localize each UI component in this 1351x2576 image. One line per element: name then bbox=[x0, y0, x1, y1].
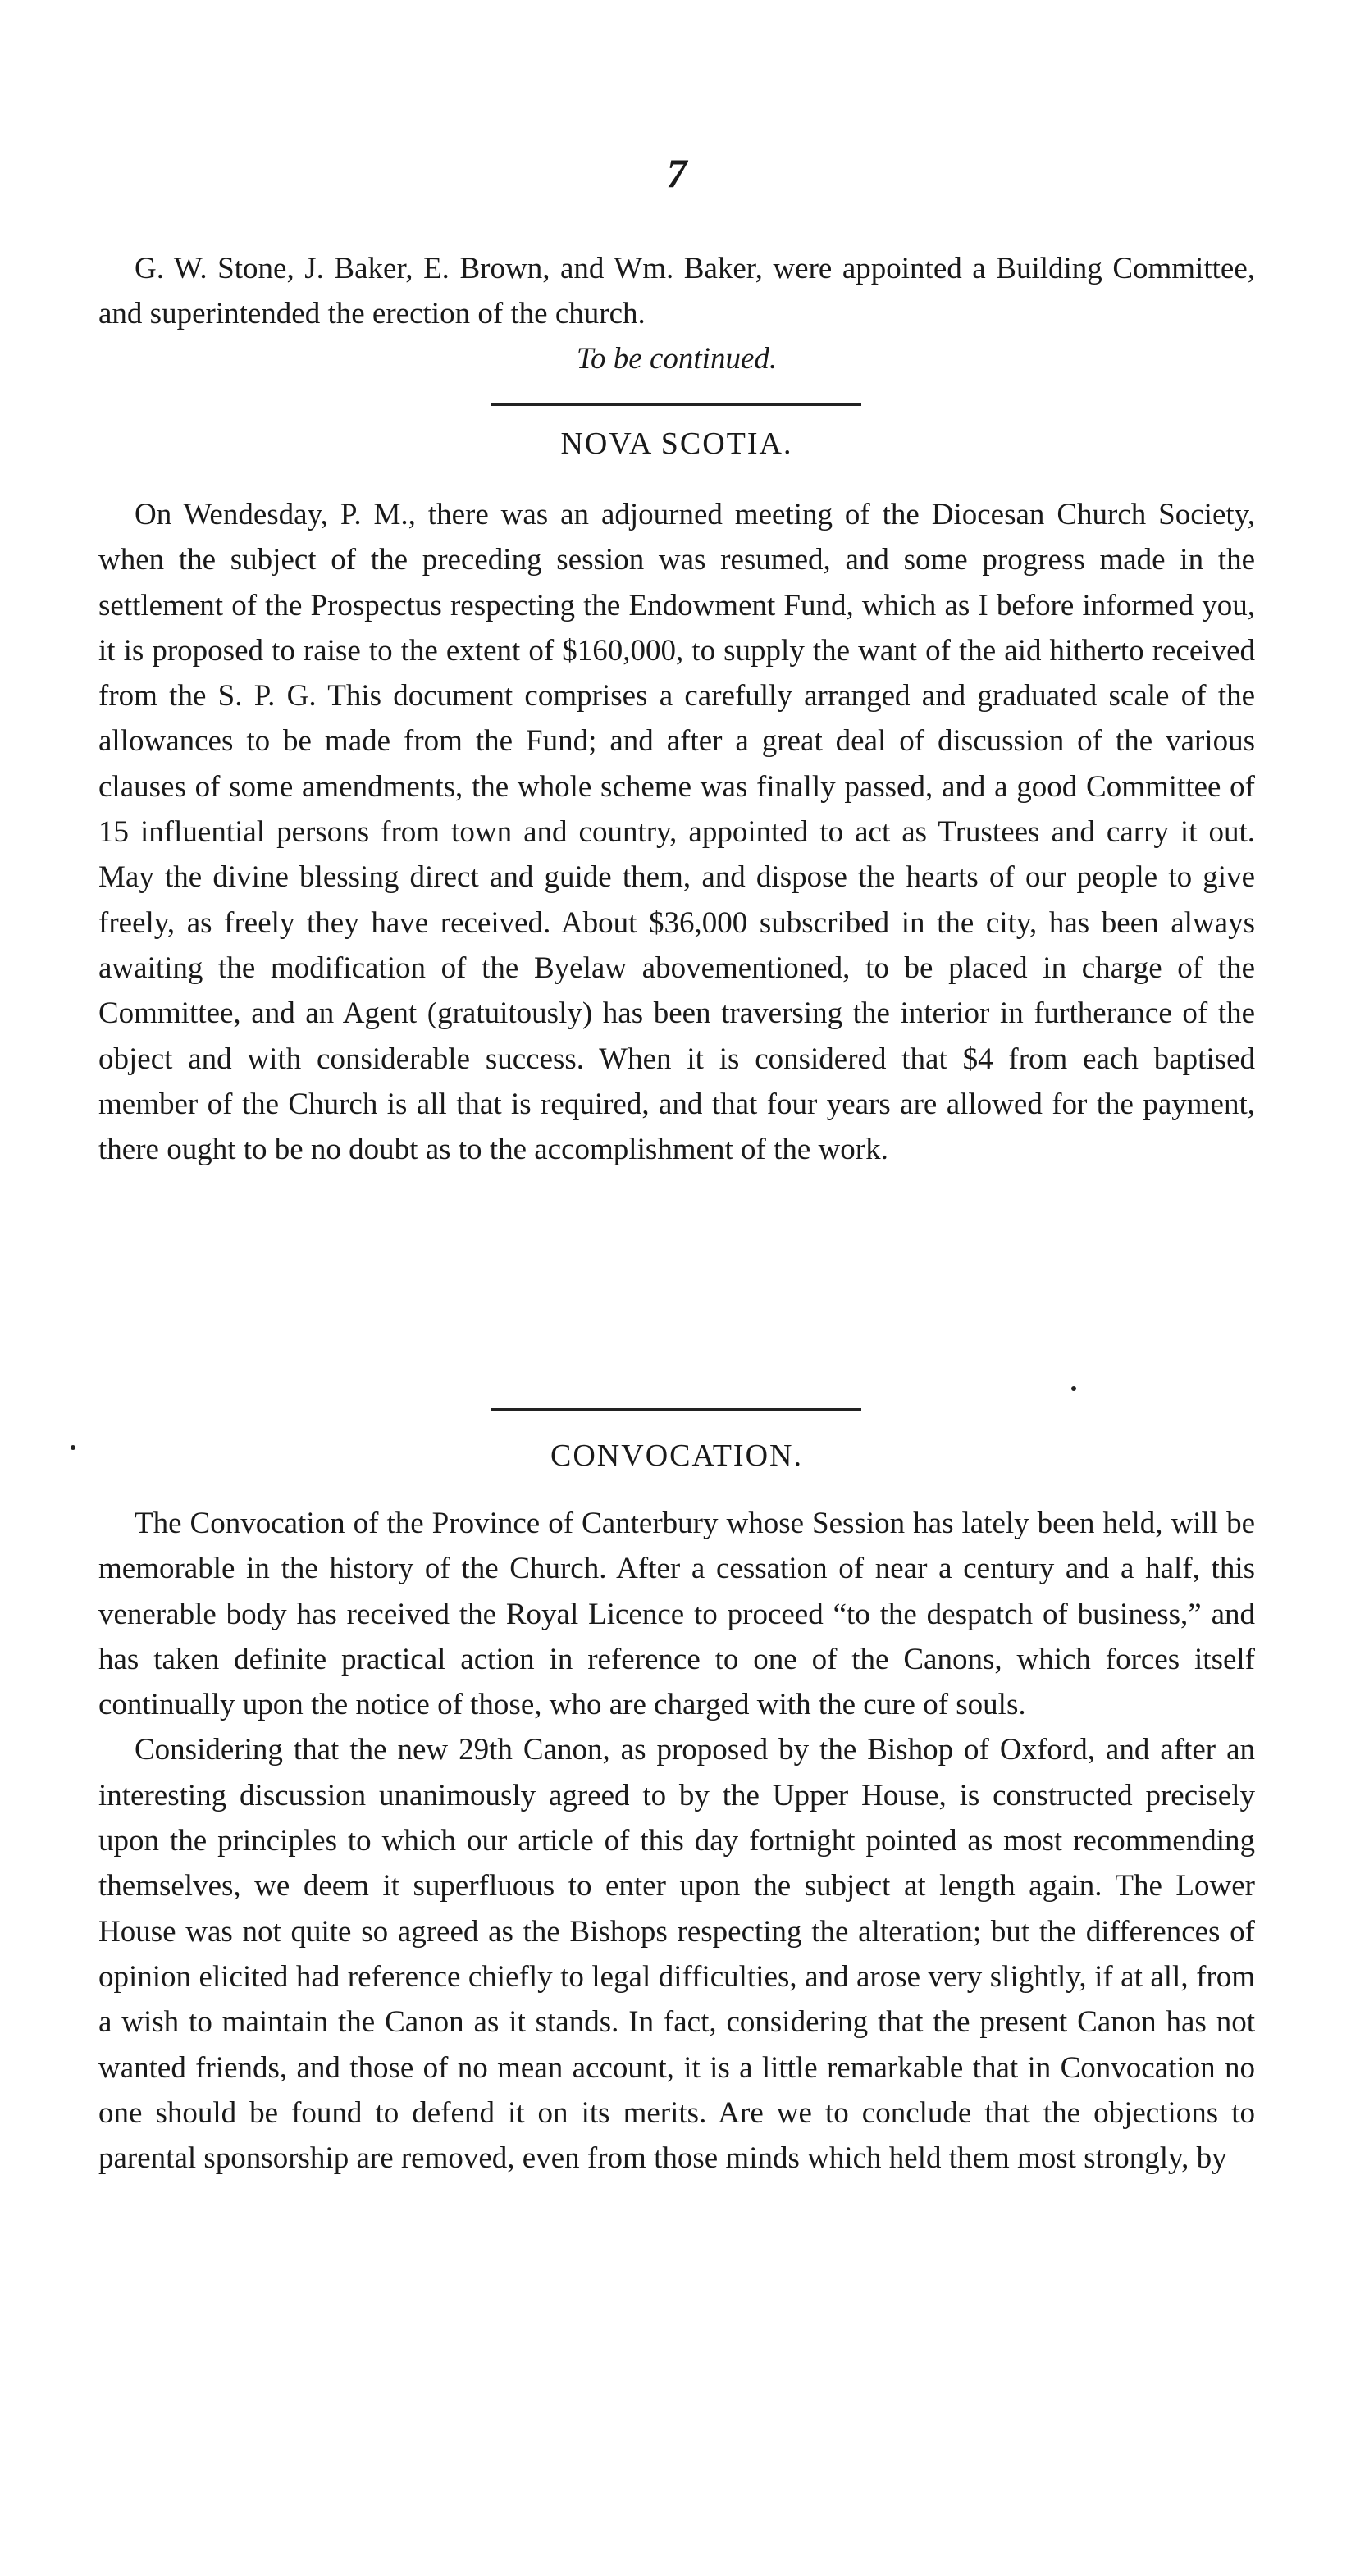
convocation-paragraph: Considering that the new 29th Canon, as proposed by the Bishop of Oxford, and after an interesting discussion unanimously agreed to by the Upper House, is constructed precisely upon the principles to which our article of this day fortnight pointed as most recommending themselves, we deem it superfluous to enter upon the subject at length again. The Lower House was not quite so agreed as the Bishops respecting the alteration; but the differences of opinion elicited had reference chiefly to legal difficulties, and arose very slightly, if at all, from a wish to maintain the Canon as it stands. In fact, considering that the present Canon has not wanted friends, and those of no mean account, it is a little remarkable that in Convocation no one should be found to defend it on its merits. Are we to conclude that the objections to parental sponsorship are removed, even from those minds which held them most strongly, by bbox=[98, 1733, 1255, 2176]
to-be-continued-note: To be continued. bbox=[576, 342, 778, 376]
convocation-section bbox=[98, 1501, 1255, 2181]
document-page bbox=[98, 0, 1255, 2576]
nova-scotia-paragraph: On Wendesday, P. M., there was an adjourned meeting of the Diocesan Church Society, when the subject of the preceding session was resumed, and some progress made in the settlement of the Prospectus respecting the Endowment Fund, which as I before informed you, it is proposed to raise to the extent of $160,000, to supply the want of the aid hitherto received from the S. P. G. This document comprises a carefully arranged and graduated scale of the allowances to be made from the Fund; and after a great deal of discussion of the various clauses of some amendments, the whole scheme was finally passed, and a good Committee of 15 influential persons from town and country, appointed to act as Trustees and carry it out. May the divine blessing direct and guide them, and dispose the hearts of our people to give freely, as freely they have received. About $36,000 subscribed in the city, has been always awaiting the modification of the Byelaw abovementioned, to be placed in charge of the Committee, and an Agent (gratuitously) has been traversing the interior in furtherance of the object and with considerable success. When it is considered that $4 from each baptised member of the Church is all that is required, and that four years are allowed for the payment, there ought to be no doubt as to the accomplishment of the work. bbox=[98, 498, 1255, 1167]
section-heading-nova-scotia: NOVA SCOTIA. bbox=[560, 426, 793, 461]
section-divider bbox=[491, 403, 861, 406]
page-number: 7 bbox=[666, 150, 687, 196]
intro-paragraph: G. W. Stone, J. Baker, E. Brown, and Wm. Baker, were appointed a Building Committee, and superintended the erection of the church. bbox=[98, 252, 1255, 331]
print-speck bbox=[71, 1445, 75, 1450]
intro-paragraph-block bbox=[98, 246, 1255, 337]
section-heading-convocation: CONVOCATION. bbox=[550, 1438, 803, 1473]
convocation-paragraph: The Convocation of the Province of Canterbury whose Session has lately been held, will be memorable in the history of the Church. After a cessation of near a century and a half, this venerable body has received the Royal Licence to proceed “to the despatch of business,” and has taken definite practical action in reference to one of the Canons, which forces itself continually upon the notice of those, who are charged with the cure of souls. bbox=[98, 1507, 1255, 1722]
nova-scotia-section bbox=[98, 492, 1255, 1172]
print-speck bbox=[1071, 1386, 1076, 1391]
section-divider bbox=[491, 1408, 861, 1411]
